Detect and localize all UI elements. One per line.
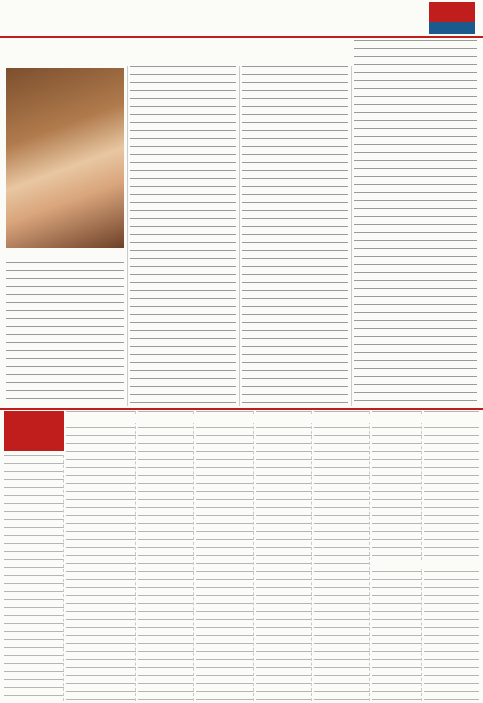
article-column bbox=[242, 66, 348, 406]
page-number bbox=[429, 2, 475, 22]
channel-name bbox=[66, 414, 136, 423]
article-column bbox=[354, 40, 477, 406]
day-box bbox=[4, 411, 64, 451]
tv-column bbox=[196, 411, 254, 701]
channel-name bbox=[256, 414, 312, 423]
tv-column bbox=[138, 411, 194, 701]
channel-name bbox=[372, 414, 422, 423]
tv-column bbox=[4, 455, 64, 701]
photo-caption bbox=[6, 249, 124, 259]
channel-name bbox=[138, 414, 194, 423]
tv-column bbox=[372, 411, 422, 701]
column-divider bbox=[239, 66, 240, 406]
portrait-photo bbox=[6, 68, 124, 248]
listing-date bbox=[4, 417, 64, 421]
channel-name bbox=[424, 560, 479, 569]
article-column bbox=[130, 66, 236, 406]
page-number-banner bbox=[429, 22, 475, 34]
article-column bbox=[6, 262, 124, 406]
article-headline bbox=[6, 40, 306, 66]
tv-column bbox=[314, 411, 370, 701]
column-divider bbox=[127, 66, 128, 406]
page-header bbox=[0, 0, 483, 38]
tv-column bbox=[66, 411, 136, 701]
column-divider bbox=[351, 66, 352, 406]
channel-name bbox=[314, 414, 370, 423]
channel-name bbox=[424, 414, 479, 423]
channel-name bbox=[372, 560, 422, 569]
tv-column bbox=[256, 411, 312, 701]
channel-name bbox=[196, 414, 254, 423]
tv-column bbox=[424, 411, 479, 701]
